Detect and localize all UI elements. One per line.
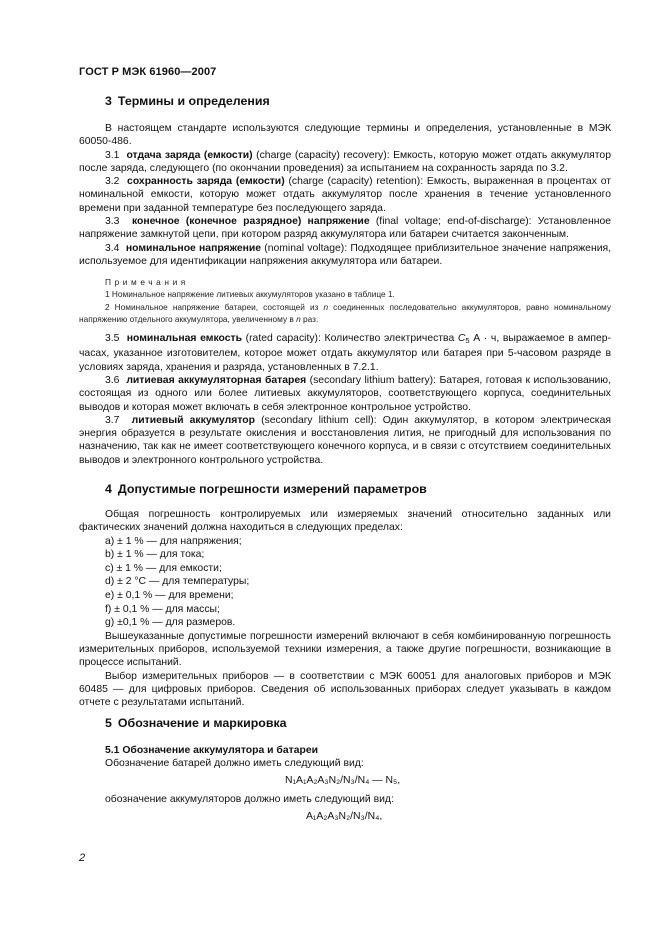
notes-title: Примечания [105,277,189,288]
battery-designation-intro: Обозначение батарей должно иметь следующий вид: [105,758,364,770]
definition-text: (final voltage; end-of-discharge): Установленное напряжение замкнутой цепи, при котором разряд аккумулятора или батареи считается законченным. [79,216,611,241]
list-item: d) ± 2 °С — для температуры; [105,576,250,588]
note-1: 1 Номинальное напряжение литиевых аккумуляторов указано в таблице 1. [105,289,395,300]
page-number: 2 [79,852,86,864]
capacity-symbol: C [457,333,466,345]
definition-term: литиевая аккумуляторная батарея [126,374,307,386]
section-4-para-2: Вышеуказанные допустимые погрешности измерений включают в себя комбинированную погрешность измерительных приборов, используемой техники измерения, а также другие погрешности, возникающие в процессе испытаний. [79,630,611,669]
section-5-heading [105,716,605,730]
definition-3-7 [79,414,611,467]
note-text: раз. [300,313,319,324]
list-item: b) ± 1 % — для тока; [105,549,205,561]
definition-number: 3.3 [105,216,120,228]
section-4-heading [105,482,605,496]
definition-3-3 [79,215,611,242]
section-3-body [79,122,611,467]
definition-text: (rated capacity): Количество электричества [241,333,458,345]
list-item: с) ± 1 % — для емкости; [105,562,222,574]
list-item: е) ± 0,1 % — для времени; [105,589,234,601]
section-4-body [79,508,611,710]
definition-text: (charge (capacity) retention): Емкость, выраженная в процентах от номинальной емкости, которую может отдать аккумулятор после хранения в течение установленного времени при заданной температуре без последующего заряда. [79,176,611,214]
section-number: 5 [105,716,112,730]
battery-designation-formula: N₁A₁A₂A₃N₂/N₃/N₄ — N₅, [285,775,401,786]
document-header: ГОСТ Р МЭК 61960—2007 [79,66,217,78]
section-number: 3 [105,94,112,108]
capacity-subscript: 5 [465,336,470,346]
list-item: g) ±0,1 % — для размеров. [105,617,236,629]
section-3-heading [105,94,605,108]
definition-number: 3.7 [105,414,120,426]
note-2 [79,301,611,325]
note-text: соединенных последовательно аккумуляторов, равно номинальному напряжению отдельного аккумулятора, увеличенному в [79,301,612,324]
section-title: Термины и определения [117,94,270,108]
definition-term: конечное (конечное разрядное) напряжение [131,216,370,228]
section-title: Обозначение и маркировка [117,716,287,730]
note-variable: n [296,313,301,324]
section-title: Допустимые погрешности измерений параметров [117,482,427,496]
section-number: 4 [105,482,112,496]
definition-term: литиевый аккумулятор [131,414,255,426]
note-text: 2 Номинальное напряжение батареи, состоящей из [105,301,324,312]
definition-3-1 [79,149,611,176]
cell-designation-block [79,793,611,806]
list-item: f) ± 0,1 % — для массы; [105,603,220,615]
definition-3-5 [79,332,611,374]
tolerance-list [79,535,611,630]
definition-text: (secondary lithium battery): Батарея, готовая к использованию, состоящая из одного или более литиевых аккумуляторов, соответствующего корпуса, соединительных выводов и которая может включать в себя электронное контрольное устройство. [79,374,611,413]
definition-text: (charge (capacity) recovery): Емкость, которую может отдать аккумулятор после заряда, следующего (по окончании проведения) за испытанием на сохранность заряда по 3.2. [79,149,611,174]
notes-block [79,276,611,325]
definition-term: отдача заряда (емкости) [126,149,253,161]
section-4-intro: Общая погрешность контролируемых или измеряемых значений относительно заданных или фактических значений должна находиться в следующих пределах: [79,509,611,534]
section-4-para-3: Выбор измерительных приборов — в соответствии с МЭК 60051 для аналоговых приборов и МЭК 60485 — для цифровых приборов. Сведения об использованных приборах следует указывать в каждом отчете с результатами испытаний. [79,670,611,709]
definition-number: 3.6 [105,374,120,386]
cell-designation-formula: A₁A₂A₃N₂/N₃/N₄, [306,811,383,822]
definition-3-4 [79,242,611,269]
definition-text: (secondary lithium cell): Один аккумулятор, в котором электрическая энергия образуется в результате окисления и восстановления лития, не пригодный для использования по назначению, так как не имеет соответствующего конечного корпуса, и в связи с отсутствием соединительных выводов и электронного контрольного устройства. [79,414,611,466]
definition-term: сохранность заряда (емкости) [127,176,285,188]
section-5-body [79,744,611,771]
definition-term: номинальная емкость [126,333,242,345]
definition-text: А · ч, выражаемое в ампер-часах, указанное изготовителем, которое может отдать аккумулятор или батарея при 5-часовом разряде в условиях заряда, хранения и разряда, установленных в 7.2.1. [79,333,611,373]
definition-3-6 [79,374,611,414]
definition-number: 3.5 [105,333,120,345]
definition-term: номинальное напряжение [125,242,262,254]
definition-number: 3.4 [105,242,120,254]
subsection-5-1-title: 5.1 Обозначение аккумулятора и батареи [105,745,318,756]
definition-3-2 [79,175,611,215]
definition-number: 3.1 [105,149,120,161]
definition-text: (nominal voltage): Подходящее приблизительное значение напряжения, используемое для идентификации напряжения аккумулятора или батареи. [79,242,612,267]
cell-designation-intro: обозначение аккумуляторов должно иметь следующий вид: [105,794,394,805]
section-3-intro: В настоящем стандарте используются следующие термины и определения, установленные в МЭК 60050-486. [79,123,611,148]
definition-number: 3.2 [105,176,120,188]
list-item: а) ± 1 % — для напряжения; [105,535,242,547]
note-variable: n [323,301,329,312]
